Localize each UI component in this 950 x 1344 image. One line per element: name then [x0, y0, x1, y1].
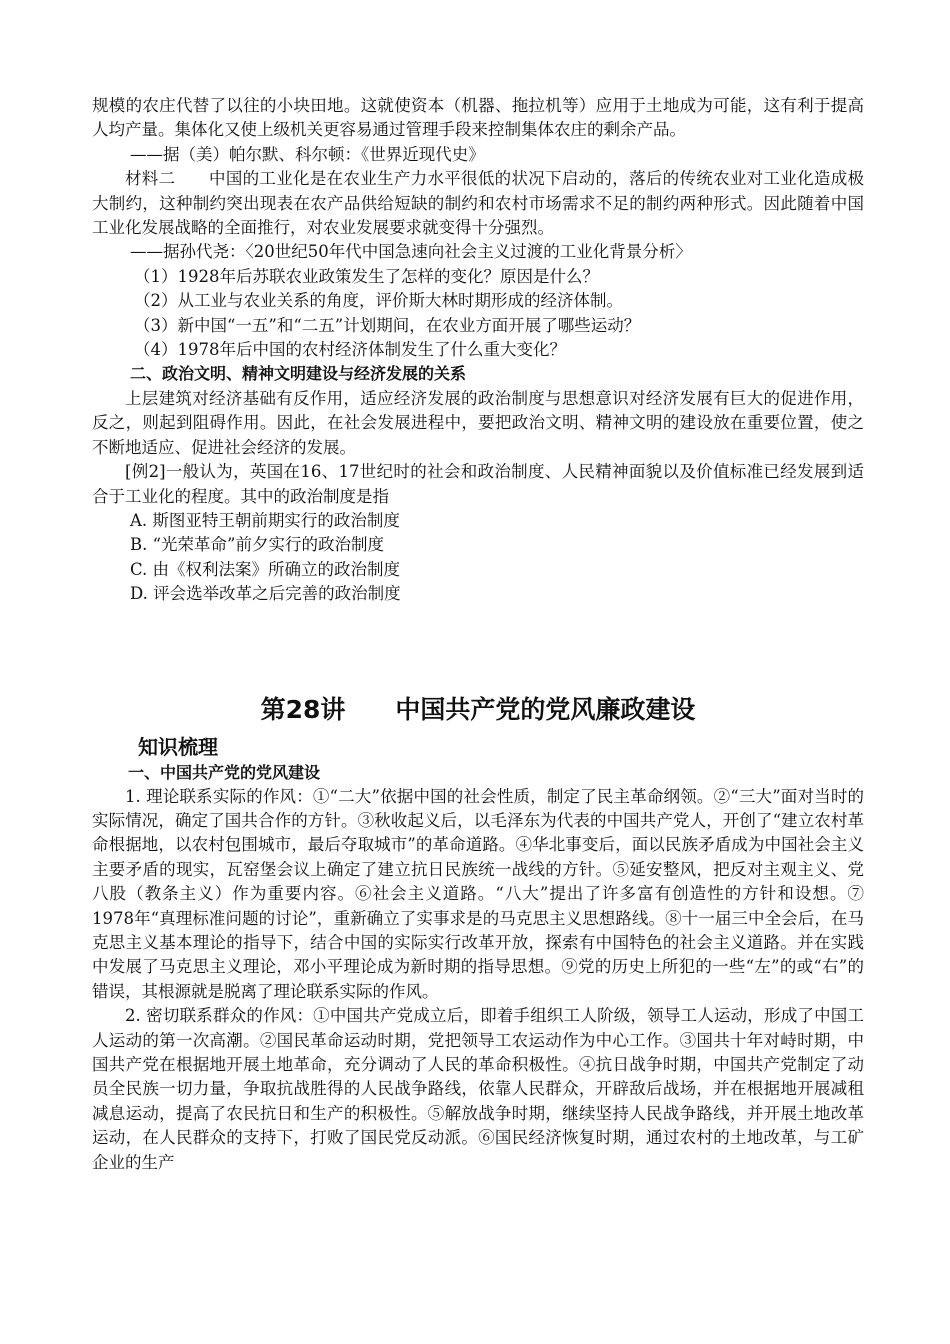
question-3: （3）新中国“一五”和“二五”计划期间，在农业方面开展了哪些运动？	[134, 315, 641, 335]
section-heading-1: 一、中国共产党的党风建设	[128, 762, 321, 782]
option-c: C. 由《权利法案》所确立的政治制度	[130, 559, 401, 579]
section-heading-2: 二、政治文明、精神文明建设与经济发展的关系	[130, 364, 467, 384]
source-citation-2: ——据孙代尧：〈20世纪50年代中国急速向社会主义过渡的工业化背景分析〉	[130, 242, 692, 262]
question-4: （4）1978年后中国的农村经济体制发生了什么重大变化？	[134, 340, 566, 360]
source-citation-1: ——据（美）帕尔默、科尔顿：《世界近现代史》	[130, 144, 485, 164]
option-a: A. 斯图亚特王朝前期实行的政治制度	[130, 510, 400, 530]
document-page	[92, 94, 864, 1175]
chapter-title: 第28讲 中国共产党的党风廉政建设	[260, 694, 696, 724]
point-1-theory-practice: 1. 理论联系实际的作风：①“二大”依据中国的社会性质，制定了民主革命纲领。②“三大”面对当时的实际情况，确定了国共合作的方针。③秋收起义后，以毛泽东为代表的中国共产党人，开创了“建立农村革命根据地，以农村包围城市，最后夺取城市”的革命道路。④华北事变后，面以民族矛盾成为中国社会主义主要矛盾的现实，瓦窑堡会议上确定了建立抗日民族统一战线的方针。⑤延安整风，把反对主观主义、党八股（教条主义）作为重要内容。⑥社会主义道路。“八大”提出了许多富有创造性的方针和设想。⑦ 1978年“真理标准问题的讨论”，重新确立了实事求是的马克思主义思想路线。⑧十一届三中全会后，在马克思主义基本理论的指导下，结合中国的实际实行改革开放，探索有中国特色的社会主义道路。并在实践中发展了马克思主义理论，邓小平理论成为新时期的指导思想。⑨党的历史上所犯的一些“左”的或“右”的错误，其根源就是脱离了理论联系实际的作风。	[92, 786, 864, 1001]
option-b: B. “光荣革命”前夕实行的政治制度	[130, 535, 384, 555]
option-d: D. 评会选举改革之后完善的政治制度	[130, 584, 401, 604]
knowledge-review-heading: 知识梳理	[138, 734, 218, 759]
paragraph-superstructure: 上层建筑对经济基础有反作用，适应经济发展的政治制度与思想意识对经济发展有巨大的促进作用，反之，则起到阻碍作用。因此，在社会发展进程中，要把政治文明、精神文明的建设放在重要位置，使之不断地适应、促进社会经济的发展。	[92, 388, 864, 457]
paragraph-collectivization: 规模的农庄代替了以往的小块田地。这就使资本（机器、拖拉机等）应用于土地成为可能，这有利于提高人均产量。集体化又使上级机关更容易通过管理手段来控制集体农庄的剩余产品。	[92, 96, 864, 140]
page-gap	[92, 607, 864, 693]
point-2-mass-line: 2. 密切联系群众的作风：①中国共产党成立后，即着手组织工人阶级，领导工人运动，形成了中国工人运动的第一次高潮。②国民革命运动时期，党把领导工农运动作为中心工作。③国共十年对峙时期，中国共产党在根据地开展土地革命，充分调动了人民的革命积极性。④抗日战争时期，中国共产党制定了动员全民族一切力量，争取抗战胜得的人民战争路线，依靠人民群众，开辟敌后战场，并在根据地开展减租减息运动，提高了农民抗日和生产的积极性。⑤解放战争时期，继续坚持人民战争路线，并开展土地改革运动，在人民群众的支持下，打败了国民党反动派。⑥国民经济恢复时期，通过农村的土地改革，与工矿企业的生产	[92, 1006, 864, 1172]
example-2: [例2]一般认为，英国在16、17世纪时的社会和政治制度、人民精神面貌以及价值标准已经发展到适合于工业化的程度。其中的政治制度是指	[92, 462, 864, 506]
question-2: （2）从工业与农业关系的角度，评价斯大林时期形成的经济体制。	[134, 291, 623, 311]
question-1: （1）1928年后苏联农业政策发生了怎样的变化？原因是什么？	[134, 266, 599, 286]
material-two: 材料二 中国的工业化是在农业生产力水平很低的状况下启动的，落后的传统农业对工业化造成极大制约，这种制约突出现表在农产品供给短缺的制约和农村市场需求不足的制约两种形式。因此随着中国工业化发展战略的全面推行，对农业发展要求就变得十分强烈。	[92, 169, 864, 238]
